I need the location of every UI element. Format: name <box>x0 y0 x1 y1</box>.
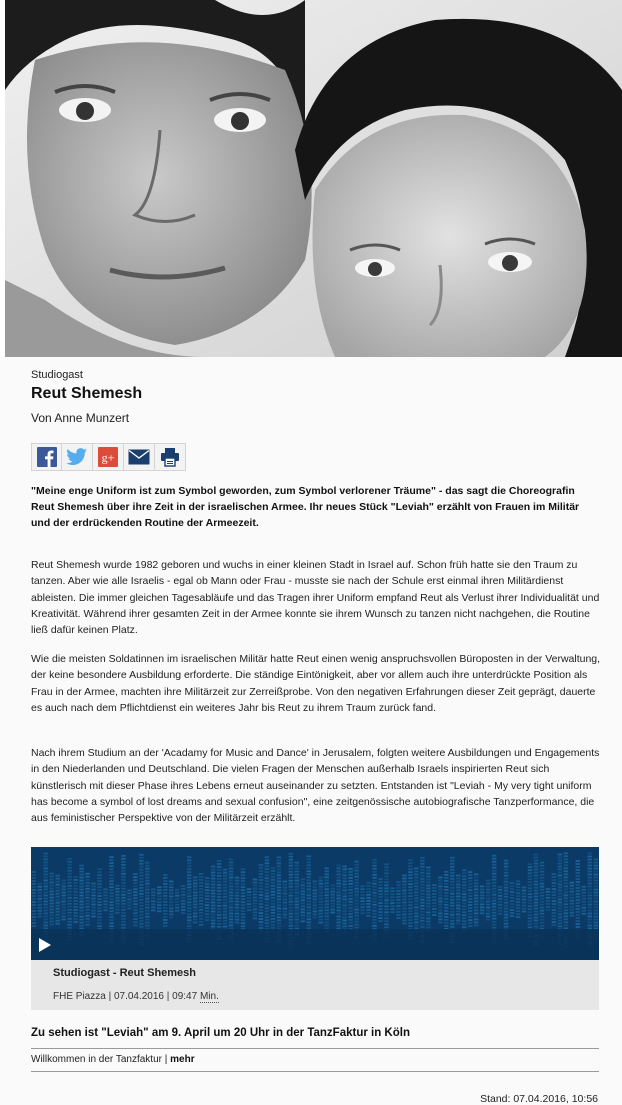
googleplus-label: g+ <box>101 450 115 465</box>
hero-photo <box>5 0 622 357</box>
share-facebook-button[interactable] <box>31 443 62 471</box>
media-title: Studiogast - Reut Shemesh <box>53 967 197 979</box>
print-button[interactable] <box>155 443 186 471</box>
portrait-illustration <box>5 0 622 357</box>
media-meta-text: FHE Piazza | 07.04.2016 | 09:47 <box>53 991 200 1002</box>
article-lead: "Meine enge Uniform ist zum Symbol geworden, zum Symbol verlorener Träume" - das sagt die Choreografin Reut Shemesh über ihre Zeit in der israelischen Armee. Ihr neues Stück "Leviah" erzählt von Frauen im Militär und der erdrückenden Routine der Armeezeit. <box>31 485 580 529</box>
more-link[interactable]: mehr <box>170 1054 195 1065</box>
media-caption <box>31 960 599 1010</box>
author-byline: Von Anne Munzert <box>31 411 130 425</box>
kicker: Studiogast <box>31 369 83 381</box>
related-link <box>31 1054 195 1065</box>
facebook-icon <box>37 447 57 467</box>
timestamp: Stand: 07.04.2016, 10:56 <box>480 1093 598 1105</box>
media-duration-unit: Min. <box>199 991 219 1002</box>
article <box>0 357 622 1105</box>
related-link-text: Willkommen in der Tanzfaktur | <box>31 1054 171 1065</box>
share-bar <box>31 443 186 471</box>
play-icon[interactable] <box>37 937 53 953</box>
event-info: Zu sehen ist "Leviah" am 9. April um 20 Uhr in der TanzFaktur in Köln <box>31 1027 410 1039</box>
share-googleplus-button[interactable] <box>93 443 124 471</box>
article-paragraph-3: Nach ihrem Studium an der 'Acadamy for Music and Dance' in Jerusalem, folgten weitere Ausbildungen und Engagements in den Niederlanden und Deutschland. Die vielen Fragen der Menschen außerhalb Israels inspirierten Reut sich künstlerisch mit dieser Phase ihres Lebens erneut auseinander zu setzten. Entstanden ist "Leviah - My very tight uniform has become a symbol of lost dreams and sexual confusion", eine zeitgenössische autobiografische Tanzperformance, die aus feministischer Perspektive von der Militärzeit erzählt. <box>31 747 600 825</box>
share-mail-button[interactable] <box>124 443 155 471</box>
twitter-icon <box>66 448 88 466</box>
audio-player[interactable] <box>31 847 599 960</box>
article-paragraph-2: Wie die meisten Soldatinnen im israelischen Militär hatte Reut einen wenig anspruchsvollen Büroposten in der Verwaltung, der keine besondere Ausbildung erforderte. Die ständige Eintönigkeit, aber vor allem auch ihre unterdrückte Position als Frau in der Armee, machten ihre Militärzeit zur Zerreißprobe. Von den negativen Erfahrungen dieser Zeit geprägt, dauerte es auch nach dem Pflichtdienst ein weiteres Jahr bis Reut zu ihrem Traum zurück fand. <box>31 653 601 714</box>
print-icon <box>160 447 180 467</box>
share-twitter-button[interactable] <box>62 443 93 471</box>
media-meta <box>53 991 219 1002</box>
article-paragraph-1: Reut Shemesh wurde 1982 geboren und wuchs in einer kleinen Stadt in Israel auf. Schon früh hatte sie den Traum zu tanzen. Aber wie alle Israelis - egal ob Mann oder Frau - musste sie nach der Schule erst einmal ihren Militärdienst ableisten. Die immer gleichen Tagesabläufe und das Tragen ihrer Uniform empfand Reut als Verlust ihrer Individualität und Kreativität. Während ihrer gesamten Zeit in der Armee konnte sie ihrem Wunsch zu tanzen nicht nachgehen, die Routine ließ dafür keinen Platz. <box>31 559 600 637</box>
divider <box>31 1048 599 1049</box>
headline: Reut Shemesh <box>31 385 143 402</box>
equalizer-graphic <box>31 847 599 960</box>
googleplus-icon <box>98 447 118 467</box>
mail-icon <box>128 449 150 465</box>
divider <box>31 1071 599 1072</box>
